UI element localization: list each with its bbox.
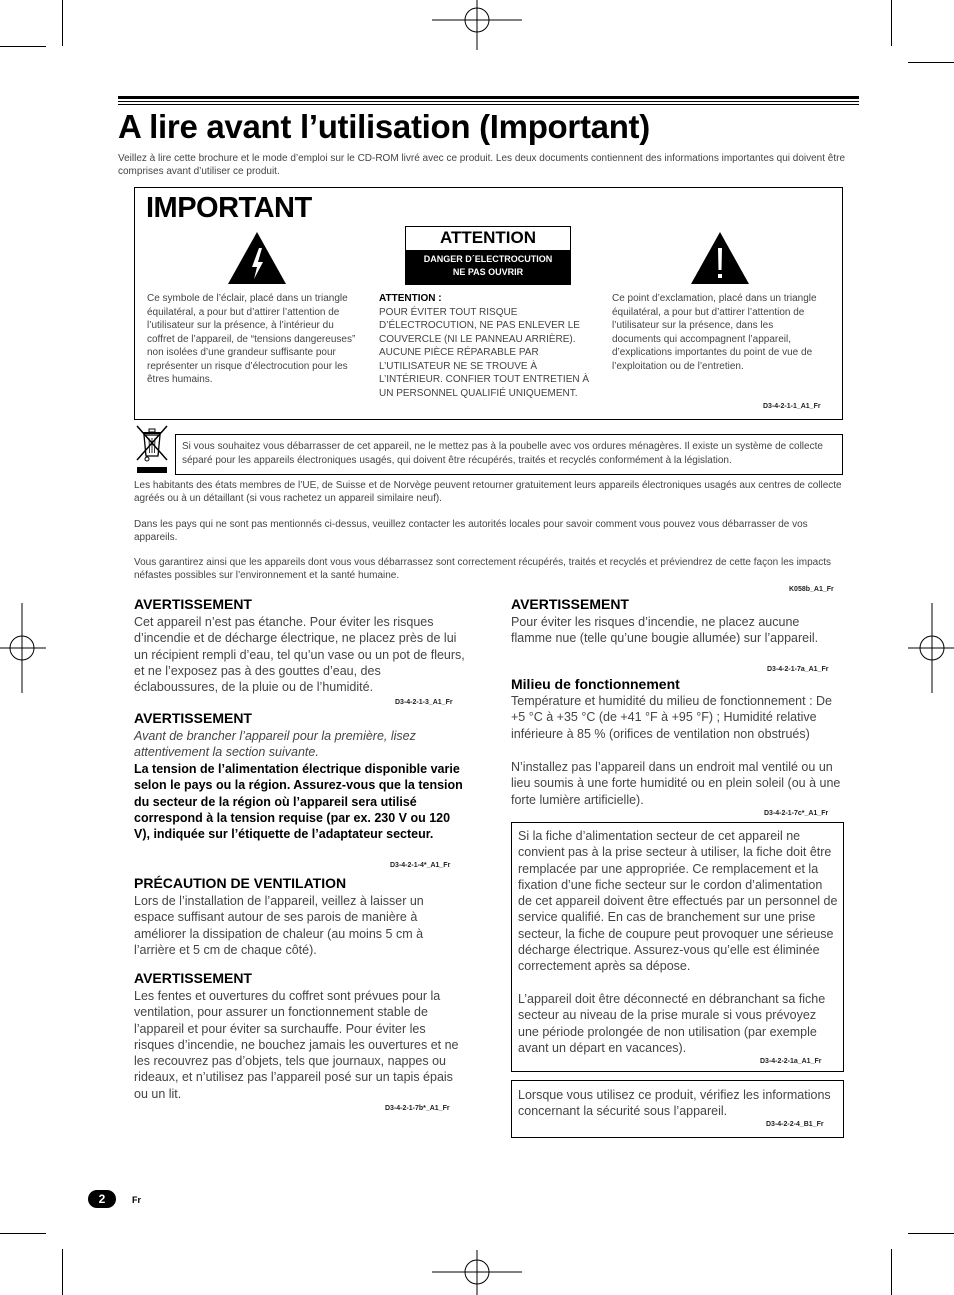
warning-text: Pour éviter les risques d’incendie, ne placez aucune flamme nue (telle qu’une bougie allumée) sur l’appareil.: [511, 615, 819, 646]
crop-mark: [62, 1249, 63, 1295]
language-code: Fr: [132, 1195, 141, 1205]
reference-code: D3-4-2-1-7a_A1_Fr: [767, 666, 829, 673]
crop-mark: [908, 62, 954, 63]
attention-sub1: DANGER D´ELECTROCUTION: [423, 254, 553, 264]
attention-text: POUR ÉVITER TOUT RISQUE D’ÉLECTROCUTION, NE PAS ENLEVER LE COUVERCLE (NI LE PANNEAU ARRIÈRE). AUCUNE PIÈCE RÉPARABLE PAR L’UTILISATEUR NE SE TROUVE À L’INTÉRIEUR. CONFIER TOUT ENTRETIEN À UN PERSONNEL QUALIFIÉ UNIQUEMENT.: [379, 306, 590, 399]
reference-code: D3-4-2-1-7c*_A1_Fr: [764, 810, 829, 817]
attention-danger-band: [406, 250, 570, 284]
operating-environment-heading: Milieu de fonctionnement: [511, 676, 680, 692]
title-rule: [118, 96, 859, 107]
ventilation-heading: PRÉCAUTION DE VENTILATION: [134, 875, 347, 891]
warning-heading: AVERTISSEMENT: [134, 970, 252, 986]
intro-text: Veillez à lire cette brochure et le mode d’emploi sur le CD-ROM livré avec ce produit. Les deux documents contiennent des informations importantes qui doivent être comprises avant d’utiliser ce produit.: [118, 153, 846, 177]
reference-code: D3-4-2-1-4*_A1_Fr: [390, 862, 451, 869]
warning-italic-text: Avant de brancher l’appareil pour la première, lisez attentivement la section suivante.: [134, 729, 416, 760]
registration-mark-icon: [432, 1250, 522, 1295]
warning-heading: AVERTISSEMENT: [511, 596, 629, 612]
warning-text: Cet appareil n’est pas étanche. Pour éviter les risques d’incendie et de décharge électrique, ne placez près de lui un récipient rempli d’eau, tel qu’un vase ou un pot de fleurs, et ne l’exposez pas à des gouttes d’eau, des éclaboussures, de la pluie ou de l’humidité.: [134, 615, 465, 695]
registration-mark-icon: [908, 603, 954, 693]
exclamation-symbol-text: Ce point d’exclamation, placé dans un triangle équilatéral, a pour but d’attirer l’attention de l’utilisateur sur la présence, dans les documents qui accompagnent l’appareil, d’explications importantes du point de vue de l’exploitation ou de l’entretien.: [612, 293, 817, 372]
operating-environment-text: Température et humidité du milieu de fonctionnement : De +5 °C à +35 °C (de +41 °F à +95 °F) ; Humidité relative inférieure à 85 % (orifices de ventilation non obstrués): [511, 694, 833, 741]
reference-code: D3-4-2-1-1_A1_Fr: [763, 403, 821, 410]
warning-text: Les fentes et ouvertures du coffret sont prévues pour la ventilation, pour assurer un fonctionnement stable de l’appareil et pour éviter sa surchauffe. Pour éviter les risques d’incendie, ne bouchez jamais les ouvertures et ne les recouvrez pas d’objets, tels que journaux, nappes ou rideaux, et n’utilisez pas l’appareil posé sur un tapis épais ou un lit.: [134, 989, 459, 1101]
weee-paragraph-1: Les habitants des états membres de l’UE, de Suisse et de Norvège peuvent retourner gratuitement leurs appareils électroniques usagés aux centres de collecte agréés ou à un détaillant (si vous rachetez un appareil similaire neuf).: [134, 480, 842, 504]
weee-paragraph-3: Vous garantirez ainsi que les appareils dont vous vous débarrassez sont correctement récupérés, traités et recyclés et préviendrez de cette façon les impacts néfastes possibles sur l’environnement et la santé humaine.: [134, 557, 832, 581]
exclamation-warning-icon: [689, 230, 751, 286]
reference-code: D3-4-2-2-4_B1_Fr: [766, 1121, 824, 1128]
power-plug-text: Si la fiche d’alimentation secteur de cet appareil ne convient pas à la prise secteur à utiliser, la fiche doit être remplacée par une appropriée. Ce remplacement et la fixation d’une fiche secteur sur le cordon d’alimentation de cet appareil doivent être effectués par un personnel de service qualifié. En cas de branchement sur une prise secteur, la fiche de coupure peut provoquer une sérieuse décharge électrique. Assurez-vous qu’elle est éliminée correctement après sa dépose.: [518, 829, 838, 974]
safety-info-text: Lorsque vous utilisez ce produit, vérifiez les informations concernant la sécurité sous l’appareil.: [518, 1088, 831, 1119]
reference-code: D3-4-2-2-1a_A1_Fr: [760, 1058, 822, 1065]
crop-mark: [62, 0, 63, 46]
crop-mark: [891, 1249, 892, 1295]
reference-code: D3-4-2-1-3_A1_Fr: [395, 699, 453, 706]
attention-label: ATTENTION: [439, 228, 536, 247]
power-disconnect-text: L’appareil doit être déconnecté en débranchant sa fiche secteur au niveau de la prise murale si vous prévoyez une période prolongée de non utilisation (par exemple avant un départ en vacances).: [518, 992, 826, 1055]
attention-heading: ATTENTION :: [379, 293, 442, 304]
page-number: 2: [88, 1190, 116, 1208]
ventilation-text: Lors de l’installation de l’appareil, veillez à laisser un espace suffisant autour de ses parois de manière à améliorer la dissipation de chaleur (au moins 5 cm à l’arrière et 5 cm de chaque côté).: [134, 894, 424, 957]
crossed-bin-icon: [134, 424, 170, 474]
lightning-warning-icon: [226, 230, 288, 286]
operating-environment-text: N’installez pas l’appareil dans un endroit mal ventilé ou un lieu soumis à une forte humidité ou en plein soleil (ou à une forte lumière artificielle).: [511, 760, 841, 807]
reference-code: D3-4-2-1-7b*_A1_Fr: [385, 1105, 450, 1112]
page-title: A lire avant l’utilisation (Important): [118, 108, 650, 145]
crop-mark: [0, 46, 46, 47]
attention-text-block: [379, 292, 597, 400]
attention-sub2: NE PAS OUVRIR: [452, 267, 524, 277]
crop-mark: [0, 1233, 46, 1234]
weee-text: Si vous souhaitez vous débarrasser de cet appareil, ne le mettez pas à la poubelle avec vos ordures ménagères. Il existe un système de collecte séparé pour les appareils électroniques usagés, qui doivent être récupérés, traités et recyclés conformément à la législation.: [182, 441, 823, 466]
important-title: IMPORTANT: [146, 192, 312, 224]
lightning-symbol-text: Ce symbole de l’éclair, placé dans un triangle équilatéral, a pour but d’attirer l’attention de l’utilisateur sur la présence, à l’intérieur du coffret de l’appareil, de “tensions dangereuses” non isolées d’une grandeur suffisante pour représenter un risque d’électrocution pour les êtres humains.: [147, 293, 356, 385]
crop-mark: [908, 1233, 954, 1234]
voltage-warning-text: La tension de l’alimentation électrique disponible varie selon le pays ou la région. Assurez-vous que la tension du secteur de la région où l’appareil sera utilisé correspond à la tension requise (par ex. 230 V ou 120 V), indiquée sur l’étiquette de l’adaptateur secteur.: [134, 762, 463, 842]
reference-code: K058b_A1_Fr: [789, 586, 834, 593]
warning-heading: AVERTISSEMENT: [134, 596, 252, 612]
warning-heading: AVERTISSEMENT: [134, 710, 252, 726]
registration-mark-icon: [432, 0, 522, 50]
crop-mark: [891, 0, 892, 46]
registration-mark-icon: [0, 603, 46, 693]
weee-paragraph-2: Dans les pays qui ne sont pas mentionnés ci-dessus, veuillez contacter les autorités locales pour savoir comment vous pouvez vous débarrasser de vos appareils.: [134, 519, 808, 543]
